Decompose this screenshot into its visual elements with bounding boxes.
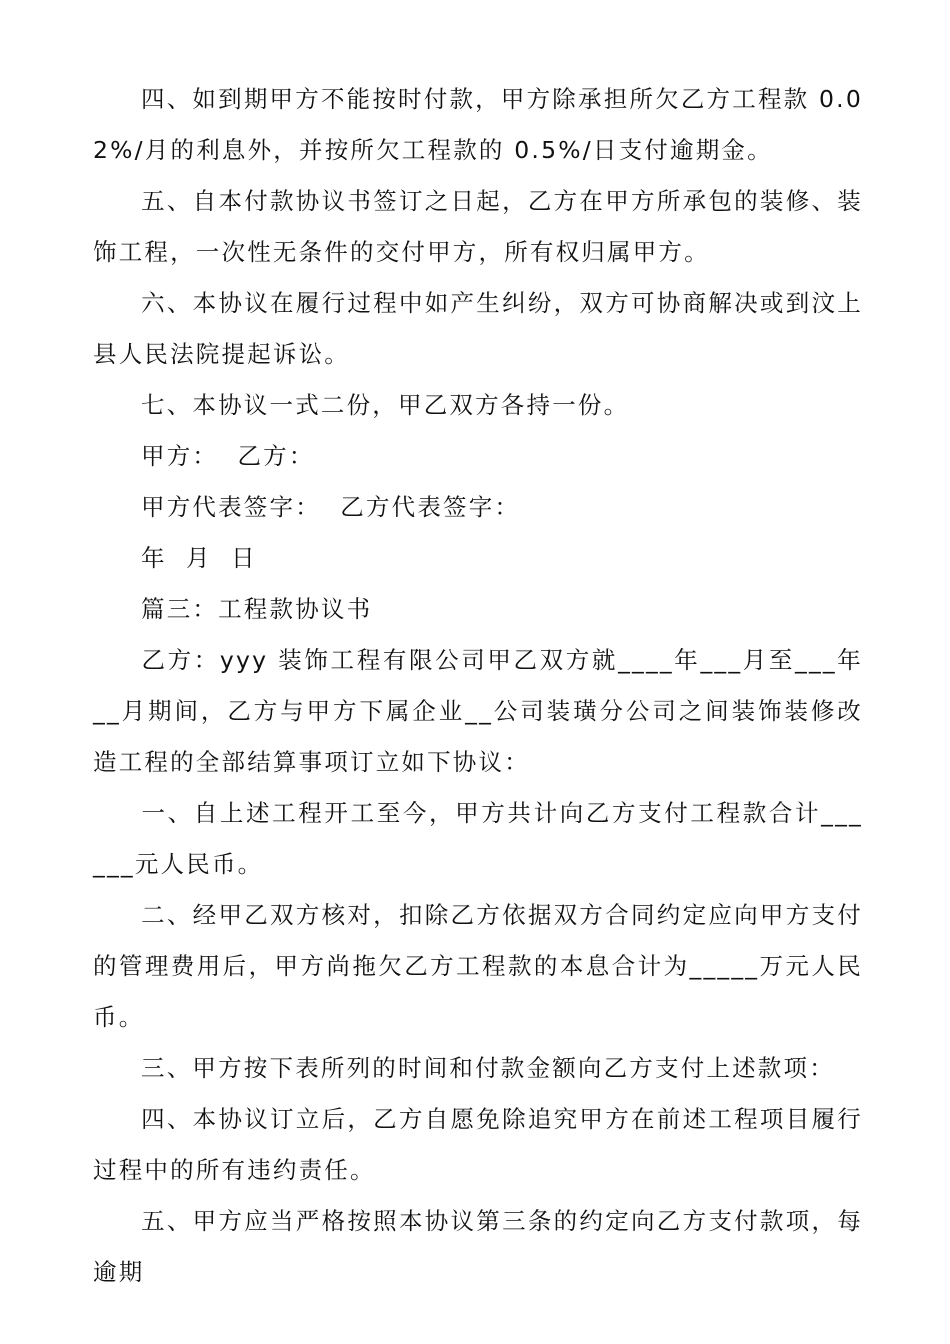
item-3-paragraph <box>93 1043 863 1094</box>
clause-4-paragraph <box>93 74 863 176</box>
date-text: 年 月 日 <box>141 544 257 572</box>
item-3-text: 三、甲方按下表所列的时间和付款金额向乙方支付上述款项： <box>141 1054 835 1082</box>
date-line <box>93 533 863 584</box>
parties-text: 甲方： 乙方： <box>141 442 315 470</box>
item-2-paragraph <box>93 890 863 1043</box>
item-4-text: 四、本协议订立后，乙方自愿免除追究甲方在前述工程项目履行过程中的所有违约责任。 <box>93 1105 863 1184</box>
item-2-text: 二、经甲乙双方核对，扣除乙方依据双方合同约定应向甲方支付的管理费用后，甲方尚拖欠乙方工程款的本息合计为_____万元人民币。 <box>93 901 863 1031</box>
clause-5-text: 五、自本付款协议书签订之日起，乙方在甲方所承包的装修、装饰工程，一次性无条件的交付甲方，所有权归属甲方。 <box>93 187 863 266</box>
preamble-text: 乙方：yyy 装饰工程有限公司甲乙双方就____年___月至___年__月期间，乙方与甲方下属企业__公司装璜分公司之间装饰装修改造工程的全部结算事项订立如下协议： <box>93 646 863 776</box>
section-heading-text: 篇三：工程款协议书 <box>141 595 373 623</box>
clause-4-text: 四、如到期甲方不能按时付款，甲方除承担所欠乙方工程款 0.02%/月的利息外，并按所欠工程款的 0.5%/日支付逾期金。 <box>93 85 863 164</box>
item-4-paragraph <box>93 1094 863 1196</box>
signature-text: 甲方代表签字： 乙方代表签字： <box>141 493 521 521</box>
preamble-paragraph <box>93 635 863 788</box>
item-1-text: 一、自上述工程开工至今，甲方共计向乙方支付工程款合计______元人民币。 <box>93 799 863 878</box>
clause-7-paragraph <box>93 380 863 431</box>
clause-6-text: 六、本协议在履行过程中如产生纠纷，双方可协商解决或到汶上县人民法院提起诉讼。 <box>93 289 863 368</box>
item-5-text: 五、甲方应当严格按照本协议第三条的约定向乙方支付款项，每逾期 <box>93 1207 863 1286</box>
item-5-paragraph <box>93 1196 863 1298</box>
section-heading <box>93 584 863 635</box>
clause-5-paragraph <box>93 176 863 278</box>
clause-6-paragraph <box>93 278 863 380</box>
document-page <box>93 74 863 1298</box>
parties-line <box>93 431 863 482</box>
signature-line <box>93 482 863 533</box>
item-1-paragraph <box>93 788 863 890</box>
clause-7-text: 七、本协议一式二份，甲乙双方各持一份。 <box>141 391 630 419</box>
